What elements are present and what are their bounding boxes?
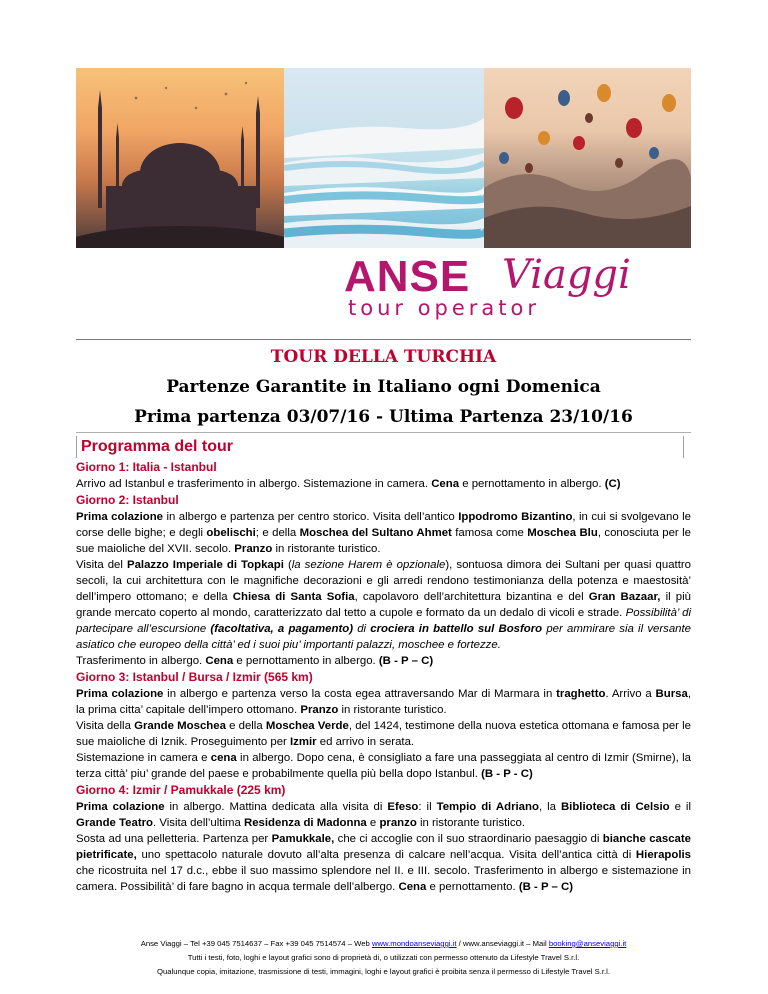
website-link[interactable]: www.mondoanseviaggi.it [371, 939, 457, 948]
day-4-paragraph-1: Prima colazione in albergo. Mattina dedicata alla visita di Efeso: il Tempio di Adriano, la Biblioteca di Celsio e il Grande Teatro. Visita dell’ultima Residenza di Madonna e pranzo in ristorante turistico. [76, 801, 691, 829]
day-2-title: Giorno 2: Istanbul [76, 493, 179, 507]
cappadocia-balloons-photo [484, 68, 691, 248]
departures-subtitle: Partenze Garantite in Italiano ogni Domenica [166, 377, 601, 397]
day-2-paragraph-2: Visita del Palazzo Imperiale di Topkapi (la sezione Harem è opzionale), sontuosa dimora dei Sultani per quasi quattro secoli, la cui architettura con le magnifiche decorazioni e gli arredi rendono testimonianza della potenza e maestosità’ dell’impero ottomano; e della Chiesa di Santa Sofia, capolavoro dell’architettura bizantina e del Gran Bazaar, il più grande mercato coperto al mondo, caratterizzato dal tetto a cupole e formato da un dedalo di vicoli e strade. Possibilità’ di partecipare all’escursione (facoltativa, a pagamento) di crociera in battello sul Bosforo per ammirare sia il versante asiatico che europeo della città’ ed i suoi piu’ importanti palazzi, moschee e fortezze. [76, 559, 692, 651]
balloons-illustration [484, 68, 691, 248]
footer-copyright: Tutti i testi, foto, loghi e layout grafici sono di proprietà di, o utilizzati con permesso ottenuto da Lifestyle Travel S.r.l. [187, 953, 580, 962]
program-heading: Programma del tour [76, 436, 684, 458]
title-block [76, 344, 691, 428]
email-link[interactable]: booking@anseviaggi.it [548, 939, 627, 948]
day-1-paragraph: Arrivo ad Istanbul e trasferimento in albergo. Sistemazione in camera. Cena e pernottamento in albergo. (C) [76, 478, 621, 490]
day-2-paragraph-3: Trasferimento in albergo. Cena e pernottamento in albergo. (B - P – C) [76, 655, 434, 667]
logo-tagline: tour operator [348, 296, 541, 320]
header-photo-strip [76, 68, 691, 248]
day-1-title: Giorno 1: Italia - Istanbul [76, 460, 217, 474]
day-2-paragraph-1: Prima colazione in albergo e partenza per centro storico. Visita dell’antico Ippodromo Bizantino, in cui si svolgevano le corse delle bighe; e degli obelischi; e della Moschea del Sultano Ahmet famosa come Moschea Blu, conosciuta per le sue maioliche del XVII. secolo. Pranzo in ristorante turistico. [76, 511, 692, 555]
page-footer [76, 937, 691, 979]
logo-script: Viaggi [502, 252, 631, 298]
day-3-paragraph-3: Sistemazione in camera e cena in albergo. Dopo cena, è consigliato a fare una passeggiata al centro di Izmir (Smirne), la terza città’ piu’ grande del paese e probabilmente quella più bella dopo Istanbul. (B - P - C) [76, 752, 691, 780]
terraces-illustration [284, 68, 484, 248]
footer-legal: Qualunque copia, imitazione, trasmissione di testi, immagini, loghi e layout grafici è proibita senza il permesso di Lifestyle Travel S.r.l. [157, 967, 610, 976]
program-content [76, 459, 691, 895]
program-divider [76, 432, 691, 433]
pamukkale-terraces-photo [284, 68, 484, 248]
day-4-title: Giorno 4: Izmir / Pamukkale (225 km) [76, 783, 286, 797]
anse-viaggi-logo [344, 252, 664, 318]
footer-contacts: Anse Viaggi – Tel +39 045 7514637 – Fax +39 045 7514574 – Web www.mondoanseviaggi.it / www.anseviaggi.it – Mail booking@anseviaggi.it [140, 939, 627, 948]
dates-subtitle: Prima partenza 03/07/16 - Ultima Partenza 23/10/16 [134, 407, 633, 427]
day-3-paragraph-1: Prima colazione in albergo e partenza verso la costa egea attraversando Mar di Marmara in traghetto. Arrivo a Bursa, la prima citta’ capitale dell’impero ottomano. Pranzo in ristorante turistico. [76, 688, 692, 716]
page-title: TOUR DELLA TURCHIA [270, 347, 497, 367]
mosque-illustration [76, 68, 284, 248]
istanbul-blue-mosque-photo [76, 68, 284, 248]
header-divider [76, 339, 691, 340]
day-3-title: Giorno 3: Istanbul / Bursa / Izmir (565 km) [76, 670, 313, 684]
day-3-paragraph-2: Visita della Grande Moschea e della Moschea Verde, del 1424, testimone della nuova estetica ottomana e famosa per le sue maioliche di Iznik. Proseguimento per Izmir ed arrivo in serata. [76, 720, 691, 748]
logo-brand: ANSE [344, 252, 471, 301]
day-4-paragraph-2: Sosta ad una pelletteria. Partenza per Pamukkale, che ci accoglie con il suo straordinario paesaggio di bianche cascate pietrificate, uno spettacolo naturale dovuto all’alta presenza di calcare nell’acqua. Visita dell’antica città di Hierapolis che ricostruita nel 17 d.c., ebbe il suo massimo splendore nel II. e III. secolo. Trasferimento in albergo e sistemazione in camera. Possibilità’ di fare bagno in acqua termale dell’albergo. Cena e pernottamento. (B - P – C) [76, 833, 692, 893]
